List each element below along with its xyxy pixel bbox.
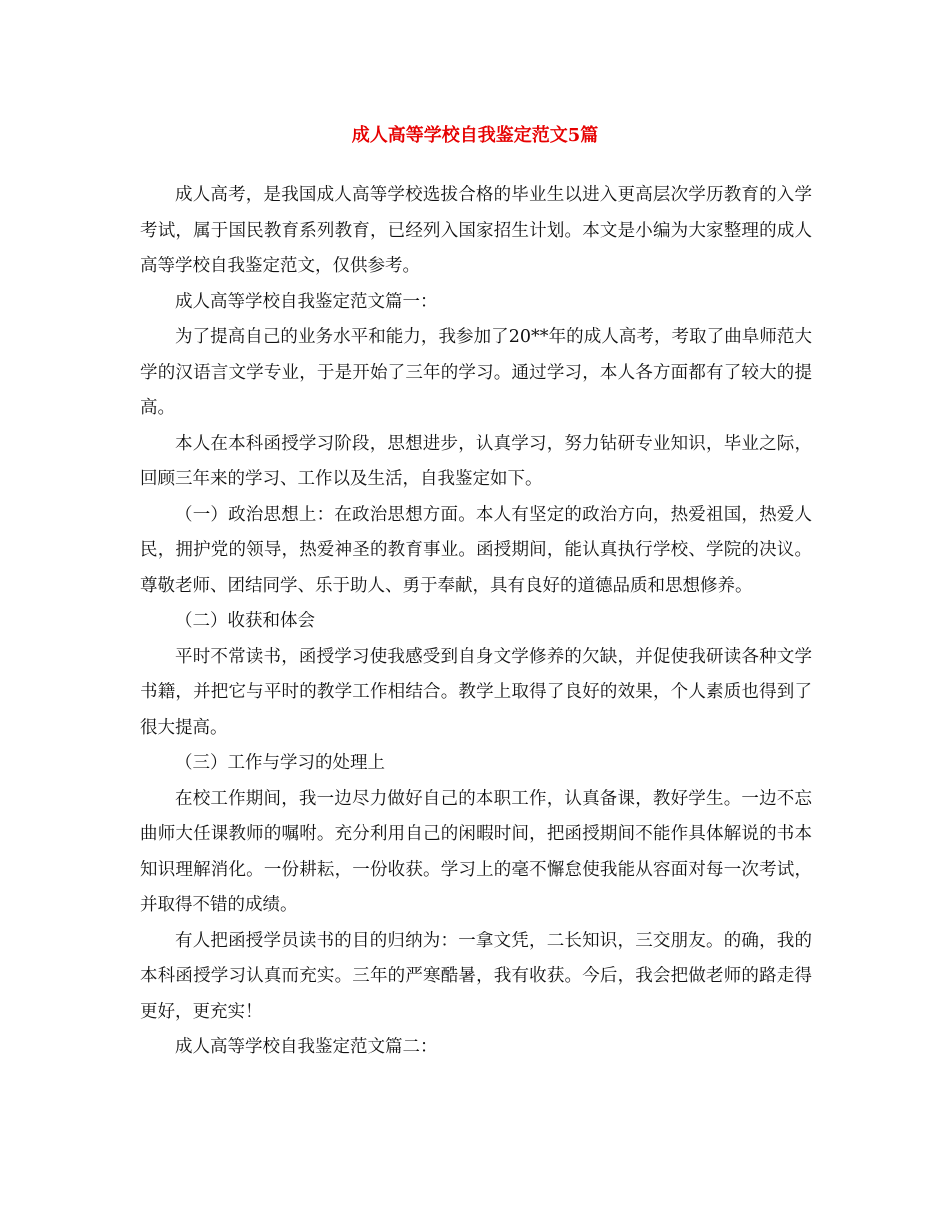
subsection-heading-work-study: （三）工作与学习的处理上 [175,753,385,773]
body-paragraph: 本人在本科函授学习阶段，思想进步，认真学习，努力钻研专业知识，毕业之际，回顾三年来的学习、工作以及生活，自我鉴定如下。 [140,433,812,489]
body-paragraph: 为了提高自己的业务水平和能力，我参加了20**年的成人高考，考取了曲阜师范大学的汉语言文学专业，于是开始了三年的学习。通过学习，本人各方面都有了较大的提高。 [140,327,812,418]
section-heading-two: 成人高等学校自我鉴定范文篇二： [175,1037,438,1057]
section-heading-one: 成人高等学校自我鉴定范文篇一： [175,291,438,312]
subsection-heading-harvest: （二）收获和体会 [175,611,315,631]
body-paragraph: 平时不常读书，函授学习使我感受到自身文学修养的欠缺，并促使我研读各种文学书籍，并把它与平时的教学工作相结合。教学上取得了良好的效果，个人素质也得到了很大提高。 [140,646,812,738]
intro-paragraph: 成人高考，是我国成人高等学校选拔合格的毕业生以进入更高层次学历教育的入学考试，属于国民教育系列教育，已经列入国家招生计划。本文是小编为大家整理的成人高等学校自我鉴定范文，仅供参考。 [140,185,812,276]
body-paragraph: 在校工作期间，我一边尽力做好自己的本职工作，认真备课，教好学生。一边不忘曲师大任课教师的嘱咐。充分利用自己的闲暇时间，把函授期间不能作具体解说的书本知识理解消化。一份耕耘，一份收获。学习上的毫不懈怠使我能从容面对每一次考试，并取得不错的成绩。 [140,788,812,915]
subsection-politics: （一）政治思想上：在政治思想方面。本人有坚定的政治方向，热爱祖国，热爱人民，拥护党的领导，热爱神圣的教育事业。函授期间，能认真执行学校、学院的决议。尊敬老师、团结同学、乐于助人、勇于奉献，具有良好的道德品质和思想修养。 [140,504,812,596]
document-body [140,178,812,1066]
document-title: 成人高等学校自我鉴定范文5篇 [351,125,599,146]
body-paragraph: 有人把函授学员读书的目的归纳为：一拿文凭，二长知识，三交朋友。的确，我的本科函授学习认真而充实。三年的严寒酷暑，我有收获。今后，我会把做老师的路走得更好，更充实！ [140,930,812,1022]
